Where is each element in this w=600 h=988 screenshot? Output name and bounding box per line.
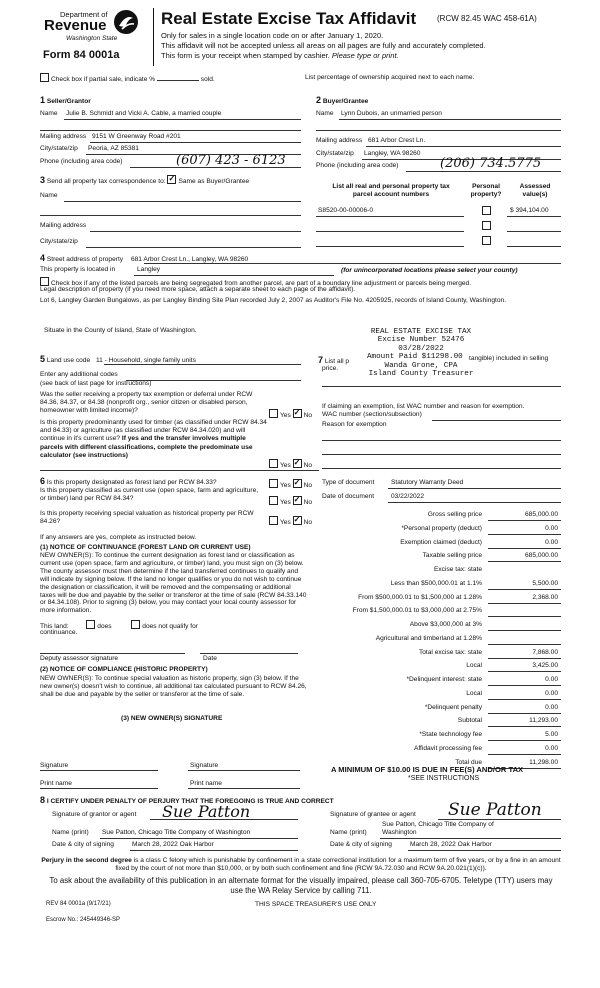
doc-date-label: Date of document <box>322 493 375 500</box>
notice3-title: (3) NEW OWNER(S) SIGNATURE <box>121 715 223 722</box>
personal-checkbox-2[interactable] <box>482 221 493 232</box>
tax-row-label: Gross selling price <box>427 511 482 518</box>
form-number: Form 84 0001a <box>43 49 120 61</box>
forest-q2-yes-checkbox[interactable] <box>269 496 278 505</box>
forest-q1: 6 Is this property designated as forest land per RCW 84.33? <box>40 476 217 486</box>
grantee-name-label: Name (print) <box>330 829 367 836</box>
deputy-signature-label: Deputy assessor signature <box>40 655 119 662</box>
tax-row-underline <box>488 616 561 617</box>
buyer-name-field[interactable]: Lynn Dubois, an unmarried person <box>341 110 442 117</box>
tax-row-label: From $500,000.01 to $1,500,000 at 1.28% <box>358 593 482 601</box>
tax-row-label: *State technology fee <box>419 731 482 738</box>
parcel-number-1[interactable]: S8520-00-00006-0 <box>318 207 373 214</box>
tax-row-value[interactable]: 0.00 <box>545 744 558 752</box>
tax-row-underline <box>488 644 561 645</box>
form-citation: (RCW 82.45 WAC 458-61A) <box>437 14 537 23</box>
dept-revenue-logo-text: Revenue <box>44 17 107 34</box>
stamp-amount-paid: Amount Paid $11298.00 <box>367 353 463 361</box>
reason-label: Reason for exemption <box>322 421 387 428</box>
revision-label: REV 84 0001a (9/17/21) <box>46 901 111 907</box>
tax-row-label: Total due <box>455 758 482 766</box>
tax-row-label: Above $3,000,000 at 3% <box>409 621 482 628</box>
tax-row-underline <box>488 754 561 755</box>
tax-row-label: Local <box>466 689 482 697</box>
minimum-due: A MINIMUM OF $10.00 IS DUE IN FEE(S) AND/OR TAX <box>331 765 524 774</box>
header-divider <box>153 8 154 66</box>
corr-name-label: Name <box>40 192 58 199</box>
seller-heading: 1 Seller/Grantor <box>40 95 91 105</box>
this-land-row: This land: does does not qualify for <box>40 620 198 631</box>
land-use-row: 5 Land use code 11 - Household, single family units <box>40 354 196 364</box>
legal-label: Legal description of property (if you need more space, attach a separate sheet to each page of the affidavit). <box>40 286 356 293</box>
grantor-name-field[interactable]: Sue Patton, Chicago Title Company of Washington <box>102 829 251 836</box>
timber-question: Is this property predominantly used for timber (as classified under RCW 84.34 and 84.33) or agriculture (as classified under RCW 84.34.020) and will continue in it's current use? If yes and the transfer involves multiple parcels with different classifications, complete the predominate use calculator (see instructions) <box>40 419 267 459</box>
forest-q3-yes-no: Yes ✓ No <box>269 516 312 527</box>
tax-row-label: From $1,500,000.01 to $3,000,000 at 2.75% <box>352 607 482 615</box>
tax-row-label: Affidavit processing fee <box>413 744 482 752</box>
grantee-name-line1[interactable]: Sue Patton, Chicago Title Company of <box>382 821 494 828</box>
tax-row-value[interactable]: 5,500.00 <box>532 579 558 587</box>
wac-number-label: WAC number (section/subsection) <box>322 411 422 418</box>
tax-row-label: Local <box>466 662 482 670</box>
owner-sig-label-2: Signature <box>190 762 219 769</box>
tax-row-underline <box>488 658 561 659</box>
escrow-number: Escrow No.: 245449346-SP <box>46 917 121 923</box>
tax-row-value[interactable]: 3,425.00 <box>532 662 558 670</box>
located-note: (for unincorporated locations please select your county) <box>341 267 518 274</box>
grantee-date-field[interactable]: March 28, 2022 Oak Harbor <box>410 841 492 848</box>
buyer-heading: 2 Buyer/Grantee <box>316 95 369 105</box>
seller-city-label: City/state/zip <box>40 145 78 152</box>
tax-row-value[interactable]: 11,293.00 <box>529 717 558 725</box>
doc-date-field[interactable]: 03/22/2022 <box>391 493 425 500</box>
grantor-date-label: Date & city of signing <box>52 841 114 848</box>
tax-row-underline <box>488 671 561 672</box>
seller-city-field[interactable]: Peoria, AZ 85381 <box>88 145 139 152</box>
forest-q1-yes-checkbox[interactable] <box>269 479 278 488</box>
legal-description[interactable]: Lot 6, Langley Garden Bungalows, as per Langley Binding Site Plan recorded July 2, 2007 as Auditor's File No. 4205925, records of Island County, Washington. <box>40 297 507 304</box>
tax-row-underline <box>488 726 561 727</box>
tax-row-underline <box>488 589 561 590</box>
tax-row-underline <box>488 520 561 521</box>
seller-name-label: Name <box>40 110 58 117</box>
doc-type-field[interactable]: Statutory Warranty Deed <box>391 479 464 486</box>
notice2-text: NEW OWNER(S): To continue special valuation as historic property, sign (3) below. If the new owner(s) doesn't wish to continue, all additional tax calculated pursuant to RCW 84.26, shall be due and payable by the seller or transferor at the time of sale. <box>40 675 307 698</box>
see-back-label: (see back of last page for instructions) <box>40 380 152 387</box>
see-instructions: *SEE INSTRUCTIONS <box>408 775 480 782</box>
exemption-question: Was the seller receiving a property tax exemption or deferral under RCW 84.36, 84.37, or 84.38 (nonprofit org., senior citizen or disabled person, homeowner with limited income)? <box>40 391 253 415</box>
owner-print-label-2: Print name <box>190 780 222 787</box>
county-line: Situate in the County of Island, State of Washington. <box>44 327 197 334</box>
exemption-no-checkbox[interactable] <box>293 409 302 418</box>
forest-q2: Is this property classified as current use (open space, farm and agriculture, or timber) land per RCW 84.34? <box>40 487 259 503</box>
forest-q2-no-checkbox[interactable] <box>293 496 302 505</box>
tax-row-underline <box>488 630 561 631</box>
certify-line: 8 I CERTIFY UNDER PENALTY OF PERJURY THAT THE FOREGOING IS TRUE AND CORRECT <box>40 795 334 805</box>
tax-row-value[interactable]: 0.00 <box>545 538 558 546</box>
dept-line-1: Department of <box>60 10 108 19</box>
if-yes-line: If any answers are yes, complete as instructed below. <box>40 534 197 541</box>
notice2-title: (2) NOTICE OF COMPLIANCE (HISTORIC PROPERTY) <box>40 666 208 673</box>
treasurer-use-label: THIS SPACE TREASURER'S USE ONLY <box>255 901 377 908</box>
tax-row-underline <box>488 713 561 714</box>
does-not-checkbox[interactable] <box>131 620 140 629</box>
grantor-date-field[interactable]: March 28, 2022 Oak Harbor <box>132 841 214 848</box>
tax-row-value[interactable]: 2,368.00 <box>532 593 558 601</box>
seller-phone-field[interactable]: (607) 423 - 6123 <box>176 153 286 168</box>
tax-row-label: Taxable selling price <box>422 552 482 560</box>
partial-sale-checkbox[interactable] <box>40 73 49 82</box>
dept-line-3: Washington State <box>66 35 118 42</box>
buyer-city-label: City/state/zip <box>316 150 354 157</box>
grantor-signature[interactable]: Sue Patton <box>162 802 251 821</box>
personal-checkbox-3[interactable] <box>482 236 493 247</box>
continuance-label: continuance. <box>40 629 78 636</box>
grantee-sig-label: Signature of grantee or agent <box>330 811 416 818</box>
grantee-date-label: Date & city of signing <box>330 841 392 848</box>
forest-q3: Is this property receiving special valuation as historical property per RCW 84.26? <box>40 510 254 526</box>
buyer-mailing-field[interactable]: 681 Arbor Crest Ln. <box>368 137 426 144</box>
tax-row-underline <box>488 740 561 741</box>
personal-property-row: 7 List all p <box>318 355 350 365</box>
personal-col-header: Personal property? <box>470 183 502 199</box>
header-note-3: This form is your receipt when stamped by cashier. Please type or print. <box>161 51 399 60</box>
wa-logo-icon <box>113 9 139 35</box>
corr-city-label: City/state/zip <box>40 238 78 245</box>
tax-row-value[interactable]: 5.00 <box>545 731 558 738</box>
tax-row-label: Subtotal <box>457 717 482 725</box>
tax-row-label: *Personal property (deduct) <box>401 524 482 532</box>
owner-print-label-1: Print name <box>40 780 72 787</box>
assessed-col-header: Assessed value(s) <box>519 183 551 199</box>
parcel-col-header: List all real and personal property tax parcel account numbers <box>332 183 450 199</box>
alternate-format-notice: To ask about the availability of this publication in an alternate format for the visually impaired, please call 360-705-6705. Teletype (TTY) users may use the WA Relay Service by calling 711. <box>49 876 553 895</box>
timber-yes-no: Yes ✓ No <box>269 459 312 470</box>
tax-row-label: *Delinquent interest: state <box>406 676 482 683</box>
seller-mailing-label: Mailing address <box>40 133 87 140</box>
seller-mailing-field[interactable]: 9151 W Greenway Road #201 <box>92 133 181 140</box>
tax-row-value[interactable]: 0.00 <box>545 689 558 697</box>
buyer-name-label: Name <box>316 110 334 117</box>
tax-row-label: Total excise tax: state <box>418 648 482 656</box>
buyer-mailing-label: Mailing address <box>316 137 363 144</box>
located-label: This property is located in <box>40 266 116 273</box>
tax-row-label: Agricultural and timberland at 1.28% <box>375 634 482 642</box>
tax-row-underline <box>488 561 561 562</box>
located-field[interactable]: Langley <box>137 266 161 273</box>
forest-q2-yes-no: Yes ✓ No <box>269 496 312 507</box>
does-checkbox[interactable] <box>86 620 95 629</box>
doc-type-label: Type of document <box>322 479 375 486</box>
corr-mailing-label: Mailing address <box>40 222 87 229</box>
tax-row-label: Less than $500,000.01 at 1.1% <box>390 579 482 587</box>
tax-row-label: *Delinquent penalty <box>424 703 482 711</box>
tax-row-underline <box>488 685 561 686</box>
assessed-value-1[interactable]: $ 394,104.00 <box>510 207 549 214</box>
partial-sale-row: Check box if partial sale, indicate % sold. <box>40 73 215 84</box>
grantor-name-label: Name (print) <box>52 829 89 836</box>
tax-row-value[interactable]: 11,298.00 <box>529 758 558 766</box>
buyer-phone-field[interactable]: (206) 734.5775 <box>440 156 542 171</box>
timber-yes-checkbox[interactable] <box>269 459 278 468</box>
timber-no-checkbox[interactable] <box>293 459 302 468</box>
forest-q3-no-checkbox[interactable] <box>293 516 302 525</box>
same-as-buyer-checkbox[interactable] <box>167 175 176 184</box>
seller-name-field[interactable]: Julie B. Schmidt and Vicki A. Cable, a married couple <box>66 110 222 117</box>
grantee-signature[interactable]: Sue Patton <box>448 800 542 820</box>
grantor-sig-label: Signature of grantor or agent <box>52 811 137 818</box>
street-address-row: 4 Street address of property 681 Arbor Crest Ln., Langley, WA 98260 <box>40 253 249 263</box>
owner-sig-label-1: Signature <box>40 762 69 769</box>
tax-row-value[interactable]: 685,000.00 <box>524 511 558 518</box>
forest-q3-yes-checkbox[interactable] <box>269 516 278 525</box>
personal-property-price: price. <box>322 365 339 372</box>
tax-row-underline <box>488 548 561 549</box>
exemption-yes-no: Yes ✓ No <box>269 409 312 420</box>
tax-row-underline <box>488 534 561 535</box>
ownership-note: List percentage of ownership acquired next to each name. <box>305 74 475 81</box>
header-note-2: This affidavit will not be accepted unless all areas on all pages are fully and accurately completed. <box>161 41 486 50</box>
correspondence-row: 3 Send all property tax correspondence to: ✓ Same as Buyer/Grantee <box>40 175 249 186</box>
buyer-city-field[interactable]: Langley, WA 98260 <box>364 150 421 157</box>
tax-row-label: Excise tax: state <box>433 566 482 573</box>
grantee-name-field[interactable]: Washington <box>382 829 417 836</box>
tax-row-value[interactable]: 0.00 <box>545 676 558 683</box>
exemption-yes-checkbox[interactable] <box>269 409 278 418</box>
forest-q1-no-checkbox[interactable] <box>293 479 302 488</box>
notice1-text: NEW OWNER(S): To continue the current designation as forest land or classification as current use (open space, farm and agriculture, or timber) land, you must sign on (3) below. The county assessor must then determine if the land transferred continues to qualify and will indicate by signing below. If the land no longer qualifies or you do not wish to continue the designation or classification, it will be removed and the compensating or additional taxes will be due and payable by the seller or transferor at the time of sale (RCW 84.33.140 or 84.34.108). Prior to signing (3) below, you may contact your local county assessor for more information. <box>40 552 307 615</box>
tax-row-value[interactable]: 7,868.00 <box>532 648 558 656</box>
segregated-checkbox[interactable] <box>40 277 49 286</box>
buyer-phone-label: Phone (including area code) <box>316 162 399 169</box>
tax-row-underline <box>488 603 561 604</box>
personal-property-tail: tangible) included in selling <box>469 355 549 362</box>
street-address-field[interactable]: 681 Arbor Crest Ln., Langley, WA 98260 <box>130 256 249 263</box>
header-note-1: Only for sales in a single location code on or after January 1, 2020. <box>161 31 384 40</box>
form-title: Real Estate Excise Tax Affidavit <box>161 9 417 28</box>
forest-q1-yes-no: Yes ✓ No <box>269 479 312 490</box>
land-use-code-field[interactable]: 11 - Household, single family units <box>95 357 196 364</box>
deputy-date-label: Date <box>203 655 217 662</box>
additional-codes-label: Enter any additional codes <box>40 371 118 378</box>
tax-row-value[interactable]: 0.00 <box>545 703 558 711</box>
tax-row-label: Exemption claimed (deduct) <box>400 538 482 546</box>
seller-phone-label: Phone (including area code) <box>40 158 123 165</box>
tax-row-value[interactable]: 0.00 <box>545 524 558 532</box>
treasurer-stamp: REAL ESTATE EXCISE TAX Excise Number 52476 03/28/2022 Wanda Grone, CPA Island County Treasurer <box>368 328 474 379</box>
notice1-title: (1) NOTICE OF CONTINUANCE (FOREST LAND OR CURRENT USE) <box>40 544 251 551</box>
personal-checkbox-1[interactable] <box>482 206 493 217</box>
segregated-row: Check box if any of the listed parcels are being segregated from another parcel, are part of a boundary line adjustment or parcels being merged. <box>40 277 471 288</box>
perjury-notice: Perjury in the second degree is a class C felony which is punishable by confinement in a state correctional institution for a maximum term of five years, or by a fine in an amount fixed by the court of not more than $10,000, or by both such confinement and fine (RCW 9A.72.030 and RCW 9A.20.021(1)(c)). <box>41 857 561 873</box>
wac-label: If claiming an exemption, list WAC number and reason for exemption. <box>322 403 525 410</box>
tax-row-value[interactable]: 685,000.00 <box>524 552 558 560</box>
tax-row-underline <box>488 699 561 700</box>
